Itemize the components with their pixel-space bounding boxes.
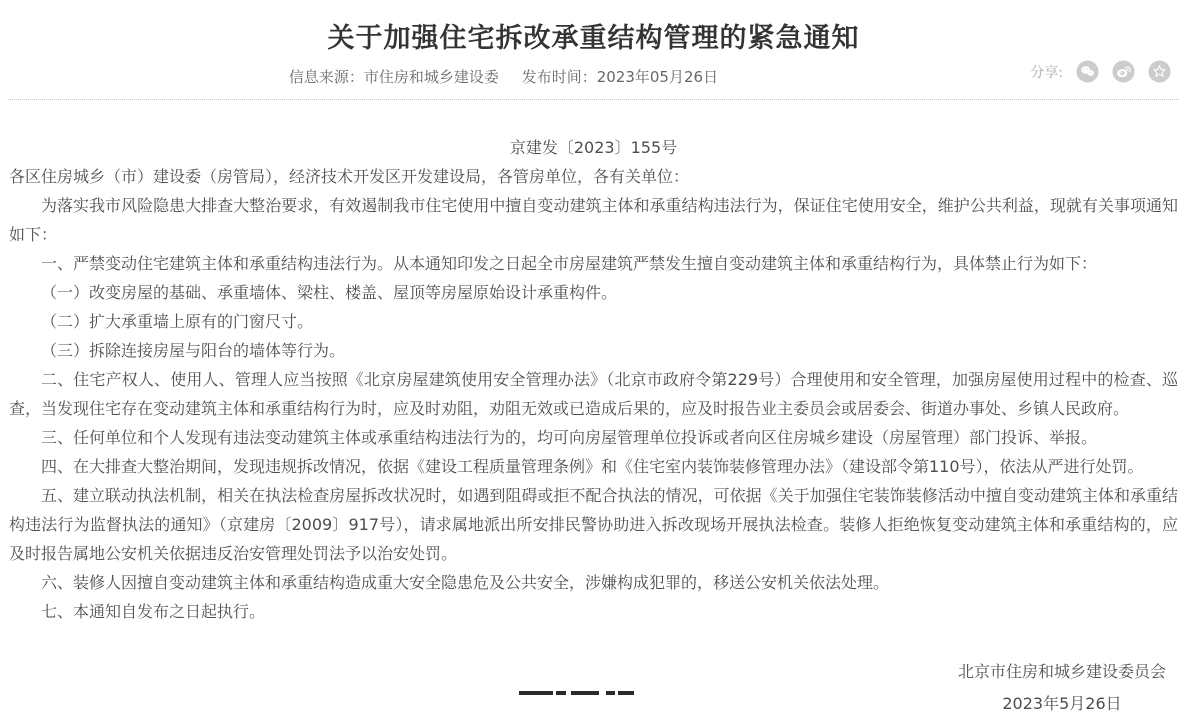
- paragraph: 七、本通知自发布之日起执行。: [41, 602, 266, 621]
- paragraph: 三、任何单位和个人发现有违法变动建筑主体或承重结构违法行为的，均可向房屋管理单位投诉或者向区住房城乡建设（房屋管理）部门投诉、举报。: [41, 428, 1098, 447]
- signature-issuer: 北京市住房和城乡建设委员会: [957, 662, 1166, 681]
- wechat-icon[interactable]: [1076, 60, 1099, 83]
- notice-body: [0, 133, 1187, 720]
- salutation: 各区住房城乡（市）建设委（房管局），经济技术开发区开发建设局，各管房单位，各有关单位：: [9, 167, 690, 186]
- paragraph: （三）拆除连接房屋与阳台的墙体等行为。: [41, 341, 346, 360]
- paragraph: 二、住宅产权人、使用人、管理人应当按照《北京房屋建筑使用安全管理办法》（北京市政府令第229号）合理使用和安全管理，加强房屋使用过程中的检查、巡查，当发现住宅存在变动建筑主体和承重结构行为时，应及时劝阻，劝阻无效或已造成后果的，应及时报告业主委员会或居委会、街道办事处、乡镇人民政府。: [9, 370, 1178, 418]
- share-bar: [1030, 60, 1171, 83]
- clipped-bottom-heading: [519, 691, 634, 696]
- weibo-icon[interactable]: [1112, 60, 1135, 83]
- paragraph: （二）扩大承重墙上原有的门窗尺寸。: [41, 312, 314, 331]
- paragraph: 六、装修人因擅自变动建筑主体和承重结构造成重大安全隐患危及公共安全，涉嫌构成犯罪的，移送公安机关依法处理。: [41, 573, 890, 592]
- page-title: 关于加强住宅拆改承重结构管理的紧急通知: [327, 23, 860, 54]
- paragraph: 为落实我市风险隐患大排查大整治要求，有效遏制我市住宅使用中擅自变动建筑主体和承重结构违法行为，保证住宅使用安全，维护公共利益，现就有关事项通知如下：: [9, 196, 1178, 244]
- share-label: 分享:: [1030, 64, 1063, 81]
- header-divider: [8, 99, 1179, 100]
- paragraph: （一）改变房屋的基础、承重墙体、梁柱、楼盖、屋顶等房屋原始设计承重构件。: [41, 283, 618, 302]
- paragraph: 五、建立联动执法机制，相关在执法检查房屋拆改状况时，如遇到阻碍或拒不配合执法的情况，可依据《关于加强住宅装饰装修活动中擅自变动建筑主体和承重结构违法行为监督执法的通知》（京建房〔2009〕917号），请求属地派出所安排民警协助进入拆改现场开展执法检查。装修人拒绝恢复变动建筑主体和承重结构的，应及时报告属地公安机关依据违反治安管理处罚法予以治安处罚。: [9, 486, 1178, 563]
- favorite-star-icon[interactable]: [1148, 60, 1171, 83]
- signature-block: [9, 656, 1178, 720]
- info-source: 信息来源：市住房和城乡建设委: [288, 68, 499, 86]
- document-number: 京建发〔2023〕155号: [509, 138, 678, 157]
- paragraph: 四、在大排查大整治期间，发现违规拆改情况，依据《建设工程质量管理条例》和《住宅室内装饰装修管理办法》（建设部令第110号），依法从严进行处罚。: [41, 457, 1144, 476]
- paragraph: 一、严禁变动住宅建筑主体和承重结构违法行为。从本通知印发之日起全市房屋建筑严禁发生擅自变动建筑主体和承重结构行为，具体禁止行为如下：: [41, 254, 1098, 273]
- article-header: [0, 0, 1187, 100]
- article-meta: [0, 67, 1007, 87]
- publish-time: 发布时间：2023年05月26日: [521, 68, 719, 86]
- signature-date: 2023年5月26日: [1002, 694, 1122, 713]
